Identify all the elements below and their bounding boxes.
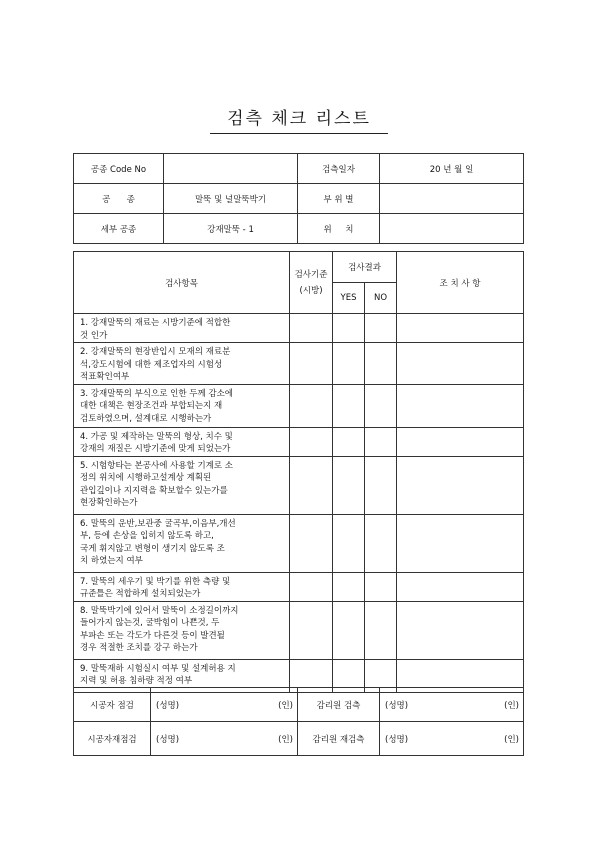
info-label: 세부 공종 (74, 214, 164, 244)
signature-field[interactable] (151, 722, 298, 756)
seal-placeholder: (인) (278, 700, 293, 711)
title-container (210, 104, 388, 134)
info-table (73, 153, 524, 244)
check-row (74, 572, 524, 601)
info-label: 위 치 (298, 214, 380, 244)
yes-cell[interactable] (333, 427, 365, 456)
standard-cell[interactable] (290, 572, 333, 601)
action-cell[interactable] (397, 572, 524, 601)
header-yes: YES (333, 283, 365, 314)
sign-label: 시공자 점검 (74, 688, 151, 722)
yes-cell[interactable] (333, 314, 365, 343)
info-label: 검측일자 (298, 154, 380, 184)
check-row (74, 514, 524, 572)
header-no: NO (365, 283, 397, 314)
action-cell[interactable] (397, 384, 524, 427)
header-result: 검사결과 (333, 252, 397, 283)
sign-table (73, 687, 524, 756)
check-item: 7. 말뚝의 세우기 및 박기를 위한 측량 및 규준틀은 적합하게 설치되었는가 (74, 572, 290, 601)
check-item: 5. 시험항타는 본공사에 사용할 기계로 소 정의 위치에 시행하고설계상 계획된 관입깊이나 지지력을 확보할수 있는가를 현장확인하는가 (74, 456, 290, 514)
no-cell[interactable] (365, 314, 397, 343)
name-placeholder: (성명) (156, 734, 180, 745)
standard-cell[interactable] (290, 314, 333, 343)
signature-field[interactable] (380, 688, 524, 722)
check-row (74, 456, 524, 514)
sign-label: 시공자재점검 (74, 722, 151, 756)
sign-row (74, 722, 524, 756)
name-placeholder: (성명) (385, 734, 409, 745)
signature-field[interactable] (380, 722, 524, 756)
action-cell[interactable] (397, 601, 524, 659)
no-cell[interactable] (365, 514, 397, 572)
info-row (74, 184, 524, 214)
check-header-row (74, 252, 524, 283)
info-value[interactable] (380, 214, 524, 244)
no-cell[interactable] (365, 456, 397, 514)
sign-label: 감리원 검측 (298, 688, 380, 722)
no-cell[interactable] (365, 384, 397, 427)
check-row (74, 343, 524, 385)
yes-cell[interactable] (333, 572, 365, 601)
action-cell[interactable] (397, 456, 524, 514)
check-row (74, 427, 524, 456)
info-label: 부 위 별 (298, 184, 380, 214)
header-standard: 검사기준 (시방) (290, 252, 333, 314)
standard-cell[interactable] (290, 456, 333, 514)
info-row (74, 214, 524, 244)
check-item: 6. 말뚝의 운반,보관중 굴곡부,이음부,개선 부, 등에 손상을 입히지 않도록 하고, 국게 휘지않고 변형이 생기지 않도록 조 치 하였는지 여부 (74, 514, 290, 572)
sign-row (74, 688, 524, 722)
seal-placeholder: (인) (504, 734, 519, 745)
check-row (74, 601, 524, 659)
signature-field[interactable] (151, 688, 298, 722)
action-cell[interactable] (397, 343, 524, 385)
action-cell[interactable] (397, 314, 524, 343)
standard-cell[interactable] (290, 601, 333, 659)
check-item: 9. 말뚝재하 시험실시 여부 및 설계허용 지 지력 및 허용 침하량 적정 여부 (74, 659, 290, 692)
action-cell[interactable] (397, 514, 524, 572)
no-cell[interactable] (365, 601, 397, 659)
info-value[interactable] (164, 154, 298, 184)
info-value[interactable]: 강재말뚝 - 1 (164, 214, 298, 244)
standard-cell[interactable] (290, 427, 333, 456)
name-placeholder: (성명) (156, 700, 180, 711)
standard-cell[interactable] (290, 343, 333, 385)
check-item: 1. 강재말뚝의 재료는 시방기준에 적합한 것 인가 (74, 314, 290, 343)
action-cell[interactable] (397, 427, 524, 456)
seal-placeholder: (인) (504, 700, 519, 711)
no-cell[interactable] (365, 427, 397, 456)
yes-cell[interactable] (333, 514, 365, 572)
info-value[interactable]: 20 년 월 일 (380, 154, 524, 184)
check-row (74, 384, 524, 427)
info-value[interactable] (380, 184, 524, 214)
yes-cell[interactable] (333, 456, 365, 514)
page-title: 검측 체크 리스트 (210, 104, 388, 134)
check-row (74, 314, 524, 343)
check-table (73, 251, 524, 693)
no-cell[interactable] (365, 343, 397, 385)
check-item: 2. 강재말뚝의 현장반입시 모재의 재료분 석,강도시험에 대한 제조업자의 시험성 적표확인여부 (74, 343, 290, 385)
sign-label: 감리원 재검측 (298, 722, 380, 756)
check-item: 8. 말뚝박기에 있어서 말뚝이 소정길이까지 들어가지 않는것, 굴박힘이 나쁜것, 두 부파손 또는 각도가 다른것 등이 발견될 경우 적절한 조치를 강구 하는가 (74, 601, 290, 659)
yes-cell[interactable] (333, 343, 365, 385)
info-value[interactable]: 말뚝 및 널말뚝박기 (164, 184, 298, 214)
no-cell[interactable] (365, 572, 397, 601)
info-label: 공 종 (74, 184, 164, 214)
header-item: 검사항목 (74, 252, 290, 314)
seal-placeholder: (인) (278, 734, 293, 745)
check-item: 3. 강재말뚝의 부식으로 인한 두께 감소에 대한 대책은 현장조건과 부합되는지 재 검토하였으며, 설계대로 시행하는가 (74, 384, 290, 427)
standard-cell[interactable] (290, 384, 333, 427)
info-label: 공종 Code No (74, 154, 164, 184)
header-action: 조 치 사 항 (397, 252, 524, 314)
info-row (74, 154, 524, 184)
name-placeholder: (성명) (385, 700, 409, 711)
yes-cell[interactable] (333, 601, 365, 659)
yes-cell[interactable] (333, 384, 365, 427)
standard-cell[interactable] (290, 514, 333, 572)
check-item: 4. 가공 및 제작하는 말뚝의 형상, 치수 및 강재의 재질은 시방기준에 맞게 되었는가 (74, 427, 290, 456)
